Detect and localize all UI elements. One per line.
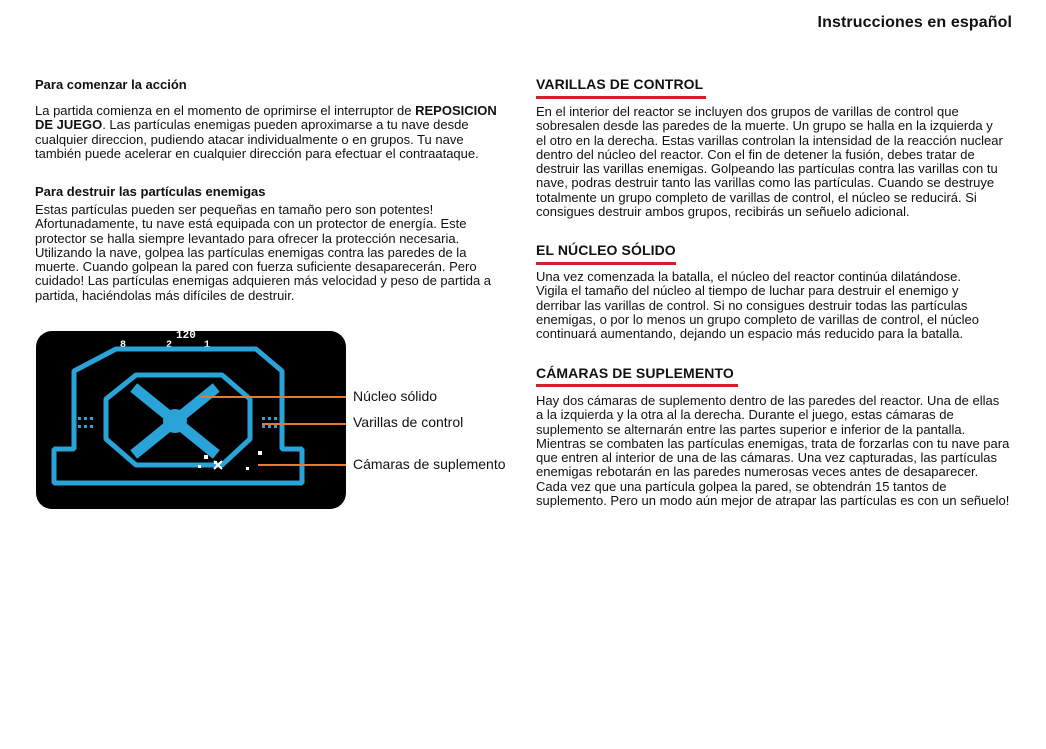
start-text-part-1: La partida comienza en el momento de oprimirse el interruptor de: [35, 103, 412, 118]
page-title: Instrucciones en español: [817, 14, 1012, 31]
label-supplement-chambers: Cámaras de suplemento: [353, 456, 506, 472]
section-underline-core: [536, 262, 676, 265]
start-text: [35, 104, 505, 161]
section-underline-rods: [536, 96, 706, 99]
core-center: [163, 409, 187, 433]
label-solid-core: Núcleo sólido: [353, 388, 438, 404]
section-heading-chambers: CÁMARAS DE SUPLEMENTO: [536, 365, 734, 381]
rods-text: En el interior del reactor se incluyen dos grupos de varillas de control que sobresalen desde las paredes de la muerte. Un grupo se halla en la izquierda y el otro en la derecha. Estas varillas controlan la intensidad de la reacción nuclear dentro del núcleo del reactor. Con el fin de detener la fusión, debes tratar de destruir las varillas enemigas. Golpeando las partículas contra las varillas con tu nave, podras destruir tanto las varillas como las partículas. Cuando se destruye totalmente un grupo completo de varillas de control, el núcleo se reducirá. Si consigues destruir ambos grupos, recibirás un señuelo adicional.: [536, 104, 1003, 220]
section-heading-core: EL NÚCLEO SÓLIDO: [536, 242, 676, 258]
counter-digit-2: 2: [166, 340, 173, 351]
core-text: Una vez comenzada la batalla, el núcleo del reactor continúa dilatándose. Vigila el tamaño del núcleo al tiempo de luchar para destruir el enemigo y derribar las varillas de control. Si no consigues destruir todas las partículas enemigas, o por lo menos un grupo completo de varillas de control, el núcleo continuará aumentando, dejando un espacio más reducido para la batalla.: [536, 269, 979, 342]
start-text-part-2: . Las partículas enemigas pueden aproximarse a tu nave desde cualquier direccion, pudiendo atacar individualmente o en grupos. Tu nave también puede acelerar en cualquier dirección para efectuar el contraataque.: [35, 117, 479, 161]
callout-line-rods: [262, 423, 346, 425]
reset-switch-label: REPOSICION DE JUEGO: [35, 103, 497, 133]
destroy-heading: Para destruir las partículas enemigas: [35, 184, 266, 199]
score-readout: 120: [176, 331, 196, 342]
section-underline-chambers: [536, 384, 738, 387]
label-control-rods: Varillas de control: [353, 414, 464, 430]
section-heading-rods: VARILLAS DE CONTROL: [536, 76, 704, 92]
start-heading: Para comenzar la acción: [35, 77, 187, 92]
counter-digit-3: 1: [204, 340, 211, 351]
chambers-text: Hay dos cámaras de suplemento dentro de las paredes del reactor. Una de ellas a la izquierda y la otra al la derecha. Durante el juego, estas cámaras de suplemento se alternarán entre las partes superior e inferior de la pantalla. Mientras se combaten las partículas enemigas, trata de forzarlas con tu nave para que entren al interior de una de las cámaras. Una vez capturadas, las partículas enemigas rebotarán en las paredes numerosas veces antes de desaparecer. Cada vez que una partícula golpea la pared, se obtendrán 15 tantos de suplemento. Pero un modo aún mejor de atrapar las partículas es con un señuelo!: [536, 393, 1010, 509]
counter-digit-1: 8: [120, 340, 127, 351]
destroy-text: Estas partículas pueden ser pequeñas en tamaño pero son potentes! Afortunadamente, tu nave está equipada con un protector de energía. Este protector se halla siempre levantado para ofrecer la protección necesaria. Utilizando la nave, golpea las partículas enemigas contra las paredes de la muerte. Cuando golpean la pared con fuerza suficiente desaparecerán. Pero cuidado! Las partículas enemigas adquieren más velocidad y peso de partida a partida, haciéndolas más difíciles de destruir.: [35, 202, 492, 303]
game-screenshot: [36, 331, 346, 509]
callout-line-chambers: [258, 464, 346, 466]
reactor-game-graphic: [36, 331, 346, 509]
callout-line-core: [200, 396, 346, 398]
